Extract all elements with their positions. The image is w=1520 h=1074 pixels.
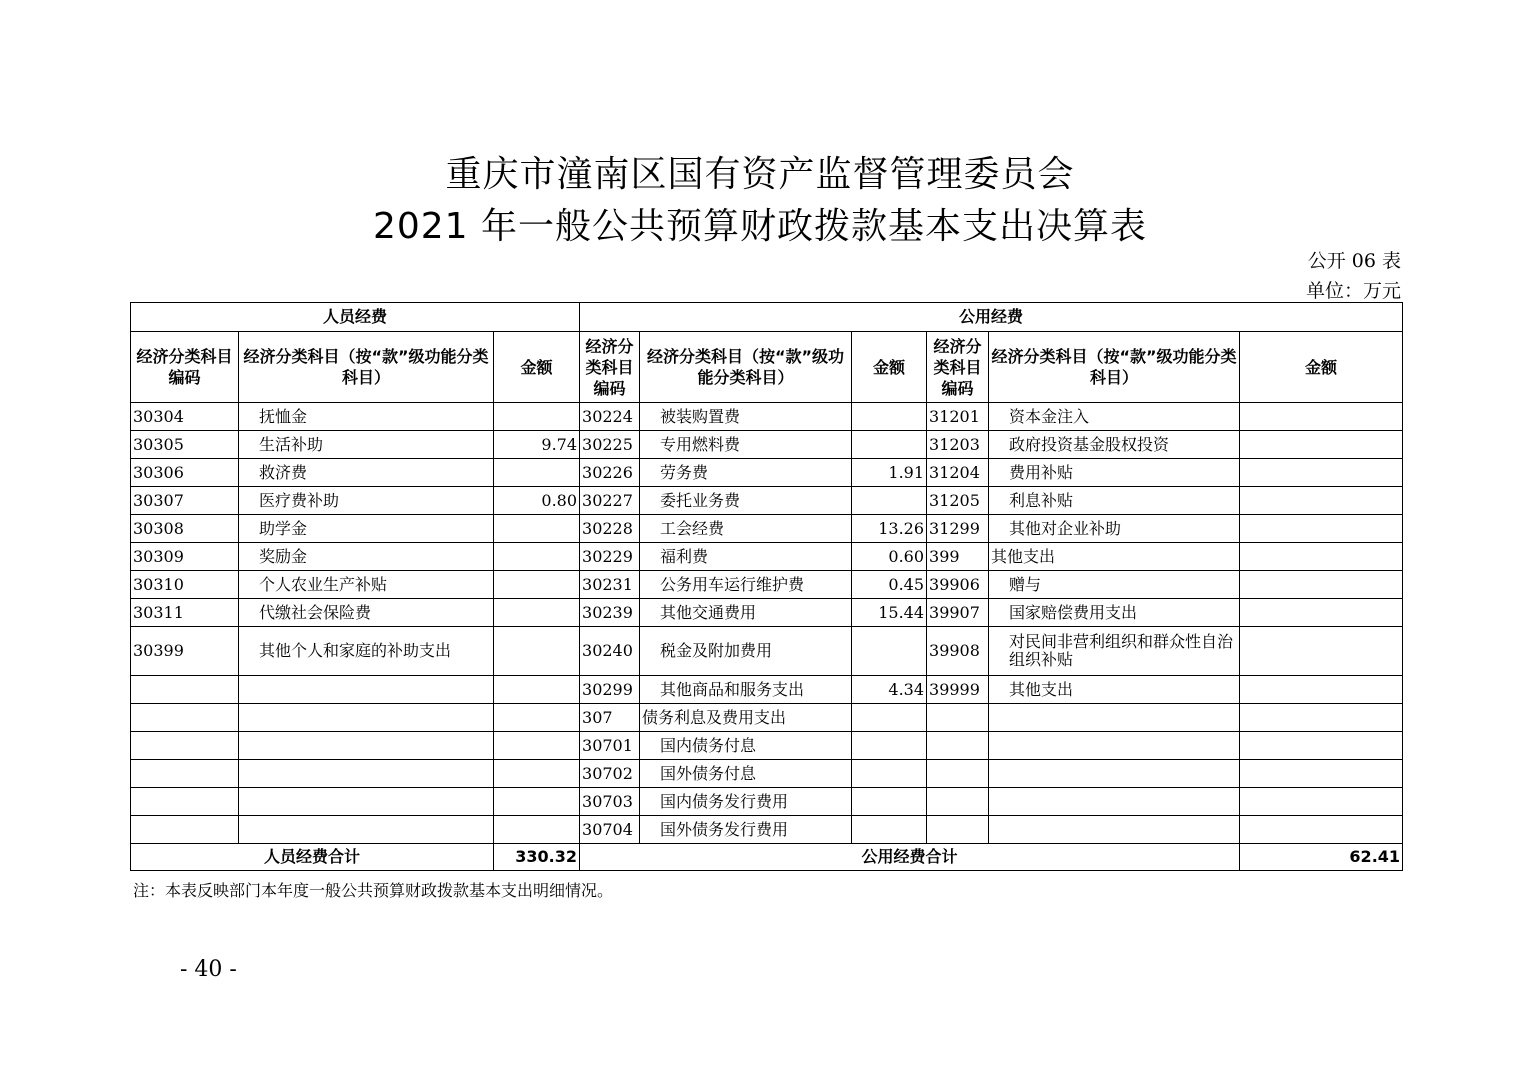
cell-p-code: [131, 788, 239, 816]
cell-p-code: [131, 816, 239, 844]
cell-p-code: 30307: [131, 487, 239, 515]
cell-a-code: 30226: [580, 459, 640, 487]
cell-a-name: 债务利息及费用支出: [640, 704, 852, 732]
cell-a-name: 专用燃料费: [640, 431, 852, 459]
cell-a-amount: [852, 403, 927, 431]
table-row: [131, 403, 1403, 431]
cell-b-code: 39999: [927, 676, 989, 704]
section-public: 公用经费: [580, 303, 1403, 332]
cell-p-amount: [494, 704, 580, 732]
cell-b-code: [927, 704, 989, 732]
cell-a-amount: 13.26: [852, 515, 927, 543]
section-header-row: [131, 303, 1403, 332]
header-p-amount: 金额: [494, 332, 580, 403]
cell-p-amount: [494, 571, 580, 599]
cell-a-name: 其他交通费用: [640, 599, 852, 627]
document-title-line1: 重庆市潼南区国有资产监督管理委员会: [445, 154, 1075, 195]
header-b-amount: 金额: [1240, 332, 1403, 403]
cell-b-amount: [1240, 627, 1403, 676]
cell-a-amount: 4.34: [852, 676, 927, 704]
header-a-amount: 金额: [852, 332, 927, 403]
cell-a-amount: 15.44: [852, 599, 927, 627]
cell-a-amount: 1.91: [852, 459, 927, 487]
cell-b-code: 31201: [927, 403, 989, 431]
cell-b-amount: [1240, 459, 1403, 487]
cell-b-code: [927, 760, 989, 788]
cell-p-amount: 9.74: [494, 431, 580, 459]
cell-p-amount: [494, 788, 580, 816]
cell-b-name: 其他对企业补助: [989, 515, 1240, 543]
cell-b-amount: [1240, 760, 1403, 788]
cell-a-code: 30703: [580, 788, 640, 816]
header-b-name: 经济分类科目（按“款”级功能分类科目）: [989, 332, 1240, 403]
cell-p-code: 30306: [131, 459, 239, 487]
cell-b-code: [927, 788, 989, 816]
expenditure-table: [130, 302, 1403, 871]
cell-p-amount: [494, 543, 580, 571]
column-header-row: [131, 332, 1403, 403]
cell-p-amount: [494, 816, 580, 844]
table-row: [131, 571, 1403, 599]
cell-b-amount: [1240, 571, 1403, 599]
cell-p-amount: [494, 515, 580, 543]
document-title-line2: 2021 年一般公共预算财政拨款基本支出决算表: [372, 206, 1148, 247]
cell-b-amount: [1240, 676, 1403, 704]
unit-label: 单位：万元: [1305, 280, 1401, 302]
cell-p-code: 30399: [131, 627, 239, 676]
table-row: [131, 431, 1403, 459]
cell-p-name: [239, 704, 494, 732]
cell-p-name: [239, 760, 494, 788]
cell-p-name: 奖励金: [239, 543, 494, 571]
cell-a-amount: [852, 732, 927, 760]
cell-p-code: 30308: [131, 515, 239, 543]
cell-a-name: 委托业务费: [640, 487, 852, 515]
cell-b-code: 39906: [927, 571, 989, 599]
public-total-label: 公用经费合计: [580, 844, 1240, 871]
cell-p-amount: [494, 599, 580, 627]
cell-a-amount: [852, 788, 927, 816]
cell-b-amount: [1240, 599, 1403, 627]
cell-a-name: 工会经费: [640, 515, 852, 543]
cell-a-code: 30227: [580, 487, 640, 515]
cell-b-amount: [1240, 487, 1403, 515]
cell-p-code: 30311: [131, 599, 239, 627]
cell-b-name: 赠与: [989, 571, 1240, 599]
cell-a-name: 福利费: [640, 543, 852, 571]
cell-p-name: [239, 816, 494, 844]
table-row: [131, 627, 1403, 676]
cell-b-name: [989, 788, 1240, 816]
cell-p-name: 个人农业生产补贴: [239, 571, 494, 599]
cell-a-name: 其他商品和服务支出: [640, 676, 852, 704]
table-row: [131, 732, 1403, 760]
cell-b-amount: [1240, 732, 1403, 760]
cell-p-name: [239, 732, 494, 760]
cell-a-code: 30239: [580, 599, 640, 627]
cell-b-name: 费用补贴: [989, 459, 1240, 487]
cell-b-amount: [1240, 788, 1403, 816]
cell-b-name: 对民间非营利组织和群众性自治组织补贴: [989, 627, 1240, 676]
cell-p-amount: [494, 459, 580, 487]
cell-a-amount: [852, 431, 927, 459]
cell-a-code: 30702: [580, 760, 640, 788]
cell-b-code: 31203: [927, 431, 989, 459]
cell-b-name: 政府投资基金股权投资: [989, 431, 1240, 459]
cell-p-name: 助学金: [239, 515, 494, 543]
header-b-code: 经济分类科目编码: [927, 332, 989, 403]
cell-p-amount: [494, 403, 580, 431]
header-p-name: 经济分类科目（按“款”级功能分类科目）: [239, 332, 494, 403]
cell-a-code: 30704: [580, 816, 640, 844]
cell-p-amount: [494, 760, 580, 788]
footnote: 注：本表反映部门本年度一般公共预算财政拨款基本支出明细情况。: [133, 881, 614, 900]
cell-b-amount: [1240, 515, 1403, 543]
cell-b-name: 其他支出: [989, 676, 1240, 704]
table-row: [131, 816, 1403, 844]
cell-p-code: 30304: [131, 403, 239, 431]
table-row: [131, 459, 1403, 487]
cell-b-code: [927, 816, 989, 844]
cell-p-code: [131, 704, 239, 732]
cell-p-code: 30310: [131, 571, 239, 599]
cell-p-name: 抚恤金: [239, 403, 494, 431]
table-row: [131, 760, 1403, 788]
cell-a-name: 被装购置费: [640, 403, 852, 431]
cell-a-name: 税金及附加费用: [640, 627, 852, 676]
cell-p-amount: [494, 732, 580, 760]
cell-p-name: 其他个人和家庭的补助支出: [239, 627, 494, 676]
cell-p-name: [239, 676, 494, 704]
cell-p-amount: [494, 676, 580, 704]
cell-a-amount: [852, 704, 927, 732]
personnel-total-amount: 330.32: [494, 844, 580, 871]
cell-b-name: 其他支出: [989, 543, 1240, 571]
cell-p-code: [131, 760, 239, 788]
cell-p-code: 30309: [131, 543, 239, 571]
cell-a-code: 30228: [580, 515, 640, 543]
table-row: [131, 543, 1403, 571]
header-a-name: 经济分类科目（按“款”级功能分类科目）: [640, 332, 852, 403]
cell-a-code: 30299: [580, 676, 640, 704]
cell-p-name: 生活补助: [239, 431, 494, 459]
cell-b-code: [927, 732, 989, 760]
cell-a-code: 30229: [580, 543, 640, 571]
section-personnel: 人员经费: [131, 303, 580, 332]
cell-a-code: 307: [580, 704, 640, 732]
page-number: - 40 -: [180, 957, 237, 982]
cell-a-amount: [852, 760, 927, 788]
personnel-total-label: 人员经费合计: [131, 844, 494, 871]
table-number: 公开 06 表: [1307, 250, 1401, 272]
cell-b-code: 31205: [927, 487, 989, 515]
cell-a-amount: [852, 816, 927, 844]
cell-a-code: 30701: [580, 732, 640, 760]
totals-row: [131, 844, 1403, 871]
cell-b-name: [989, 816, 1240, 844]
cell-a-amount: 0.60: [852, 543, 927, 571]
table-row: [131, 704, 1403, 732]
cell-a-name: 国外债务发行费用: [640, 816, 852, 844]
cell-a-amount: [852, 487, 927, 515]
cell-b-code: 39907: [927, 599, 989, 627]
cell-b-name: 国家赔偿费用支出: [989, 599, 1240, 627]
cell-b-code: 31299: [927, 515, 989, 543]
cell-a-code: 30240: [580, 627, 640, 676]
cell-b-amount: [1240, 543, 1403, 571]
cell-p-name: 医疗费补助: [239, 487, 494, 515]
cell-a-code: 30225: [580, 431, 640, 459]
cell-b-code: 31204: [927, 459, 989, 487]
table-row: [131, 487, 1403, 515]
cell-p-code: [131, 676, 239, 704]
cell-p-name: 救济费: [239, 459, 494, 487]
cell-p-code: 30305: [131, 431, 239, 459]
cell-p-amount: [494, 627, 580, 676]
cell-p-name: 代缴社会保险费: [239, 599, 494, 627]
cell-a-code: 30231: [580, 571, 640, 599]
cell-b-amount: [1240, 403, 1403, 431]
cell-b-code: 39908: [927, 627, 989, 676]
cell-a-name: 国外债务付息: [640, 760, 852, 788]
cell-a-name: 公务用车运行维护费: [640, 571, 852, 599]
cell-b-name: 资本金注入: [989, 403, 1240, 431]
cell-a-name: 劳务费: [640, 459, 852, 487]
cell-p-amount: 0.80: [494, 487, 580, 515]
table-row: [131, 676, 1403, 704]
cell-b-code: 399: [927, 543, 989, 571]
cell-p-code: [131, 732, 239, 760]
cell-p-name: [239, 788, 494, 816]
cell-a-code: 30224: [580, 403, 640, 431]
header-a-code: 经济分类科目编码: [580, 332, 640, 403]
header-p-code: 经济分类科目编码: [131, 332, 239, 403]
table-row: [131, 515, 1403, 543]
cell-a-name: 国内债务付息: [640, 732, 852, 760]
cell-b-amount: [1240, 704, 1403, 732]
cell-a-amount: [852, 627, 927, 676]
cell-a-name: 国内债务发行费用: [640, 788, 852, 816]
cell-b-name: 利息补贴: [989, 487, 1240, 515]
cell-b-name: [989, 732, 1240, 760]
public-total-amount: 62.41: [1240, 844, 1403, 871]
cell-b-amount: [1240, 816, 1403, 844]
table-row: [131, 599, 1403, 627]
cell-a-amount: 0.45: [852, 571, 927, 599]
cell-b-name: [989, 704, 1240, 732]
cell-b-name: [989, 760, 1240, 788]
table-row: [131, 788, 1403, 816]
cell-b-amount: [1240, 431, 1403, 459]
